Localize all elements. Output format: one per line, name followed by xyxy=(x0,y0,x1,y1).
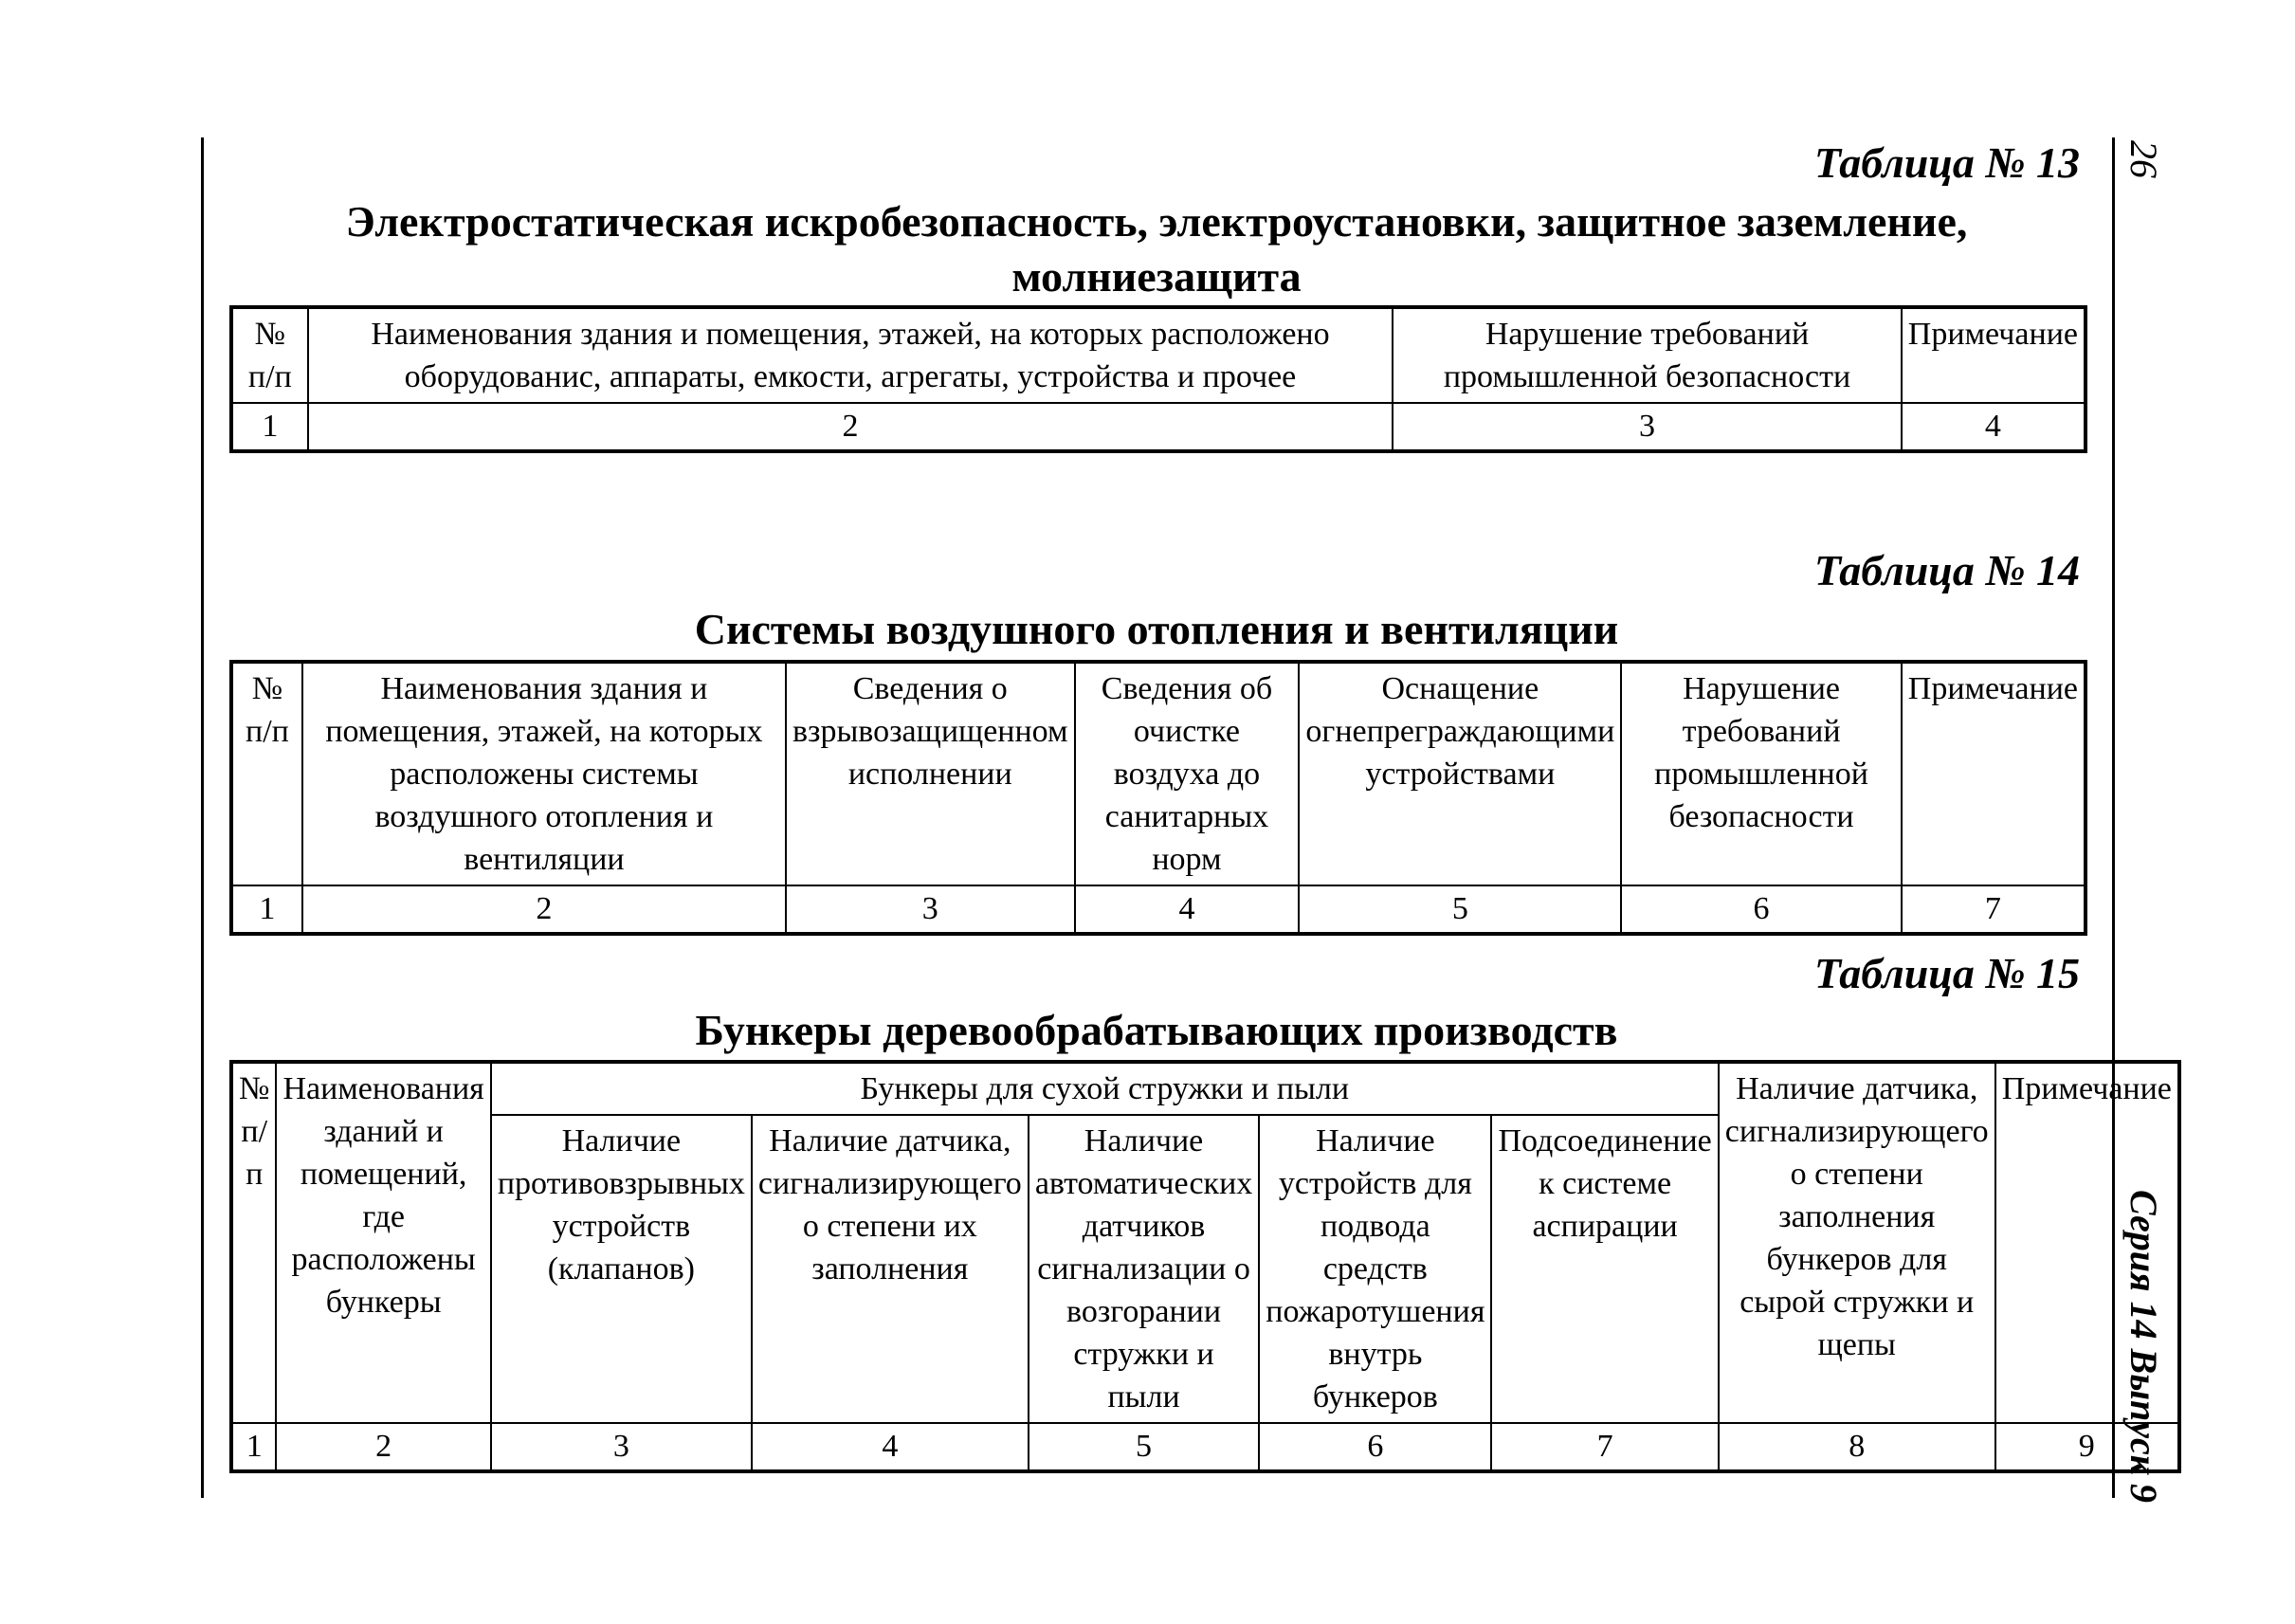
subheader-cell: Наличие устройств для подвода средств пожаротушения внутрь бункеров xyxy=(1259,1115,1491,1423)
header-cell: Наименования здания и помещения, этажей, на которых расположено оборудованис, аппараты, емкости, агрегаты, устройства и прочее xyxy=(308,307,1393,403)
page-number: 26 xyxy=(2122,140,2165,178)
table14-title: Системы воздушного отопления и вентиляции xyxy=(694,605,1619,653)
header-cell: Примечание xyxy=(1902,662,2086,885)
header-cell: Нарушение требований промышленной безопасности xyxy=(1393,307,1902,403)
table-header-row xyxy=(231,662,2086,885)
number-cell: 5 xyxy=(1029,1423,1259,1471)
number-cell: 3 xyxy=(1393,403,1902,451)
number-cell: 3 xyxy=(491,1423,752,1471)
table-number-row xyxy=(231,403,2086,451)
number-cell: 2 xyxy=(308,403,1393,451)
table13-label: Таблица № 13 xyxy=(1813,138,2080,187)
number-cell: 6 xyxy=(1621,885,1901,934)
header-cell: Оснащение огнепреграждающими устройствами xyxy=(1299,662,1621,885)
table15-title: Бункеры деревообрабатывающих производств xyxy=(695,1006,1618,1054)
header-cell: Сведения о взрывозащищенном исполнении xyxy=(786,662,1075,885)
header-cell: Наименования зданий и помещений, где расположены бункеры xyxy=(276,1062,490,1423)
number-cell: 7 xyxy=(1902,885,2086,934)
series-label: Серия 14 Выпуск 9 xyxy=(2122,1190,2165,1504)
number-cell: 7 xyxy=(1491,1423,1718,1471)
header-cell: Нарушение требований промышленной безопасности xyxy=(1621,662,1901,885)
table14 xyxy=(229,660,2087,936)
number-cell: 1 xyxy=(231,403,308,451)
number-cell: 2 xyxy=(276,1423,490,1471)
number-cell: 2 xyxy=(302,885,786,934)
header-cell: Примечание xyxy=(1902,307,2086,403)
number-cell: 3 xyxy=(786,885,1075,934)
header-cell: № п/п xyxy=(231,307,308,403)
header-cell: № п/п xyxy=(231,662,302,885)
number-cell: 6 xyxy=(1259,1423,1491,1471)
number-cell: 1 xyxy=(231,885,302,934)
number-cell: 8 xyxy=(1719,1423,1995,1471)
number-cell: 4 xyxy=(1902,403,2086,451)
number-cell: 1 xyxy=(231,1423,276,1471)
left-margin-line xyxy=(201,137,204,1498)
table-header-row xyxy=(231,307,2086,403)
header-cell: № п/п xyxy=(231,1062,276,1423)
header-cell: Наименования здания и помещения, этажей, на которых расположены системы воздушного отопления и вентиляции xyxy=(302,662,786,885)
number-cell: 5 xyxy=(1299,885,1621,934)
number-cell: 4 xyxy=(752,1423,1029,1471)
group-header-cell: Бункеры для сухой стружки и пыли xyxy=(491,1062,1719,1115)
table13 xyxy=(229,305,2087,453)
table-header-row xyxy=(231,1062,2179,1115)
table13-title: Электростатическая искробезопасность, электроустановки, защитное заземление, молниезащита xyxy=(345,197,1968,301)
header-cell: Примечание xyxy=(1995,1062,2179,1423)
number-cell: 4 xyxy=(1075,885,1300,934)
table-number-row xyxy=(231,1423,2179,1471)
header-cell: Наличие датчика, сигнализирующего о степени заполнения бункеров для сырой стружки и щепы xyxy=(1719,1062,1995,1423)
table15 xyxy=(229,1060,2181,1473)
subheader-cell: Наличие автоматических датчиков сигнализации о возгорании стружки и пыли xyxy=(1029,1115,1259,1423)
table-number-row xyxy=(231,885,2086,934)
number-cell: 9 xyxy=(1995,1423,2179,1471)
subheader-cell: Подсоединение к системе аспирации xyxy=(1491,1115,1718,1423)
subheader-cell: Наличие датчика, сигнализирующего о степени их заполнения xyxy=(752,1115,1029,1423)
table15-label: Таблица № 15 xyxy=(1813,949,2080,997)
subheader-cell: Наличие противовзрывных устройств (клапанов) xyxy=(491,1115,752,1423)
header-cell: Сведения об очистке воздуха до санитарных норм xyxy=(1075,662,1300,885)
table14-label: Таблица № 14 xyxy=(1813,546,2080,594)
